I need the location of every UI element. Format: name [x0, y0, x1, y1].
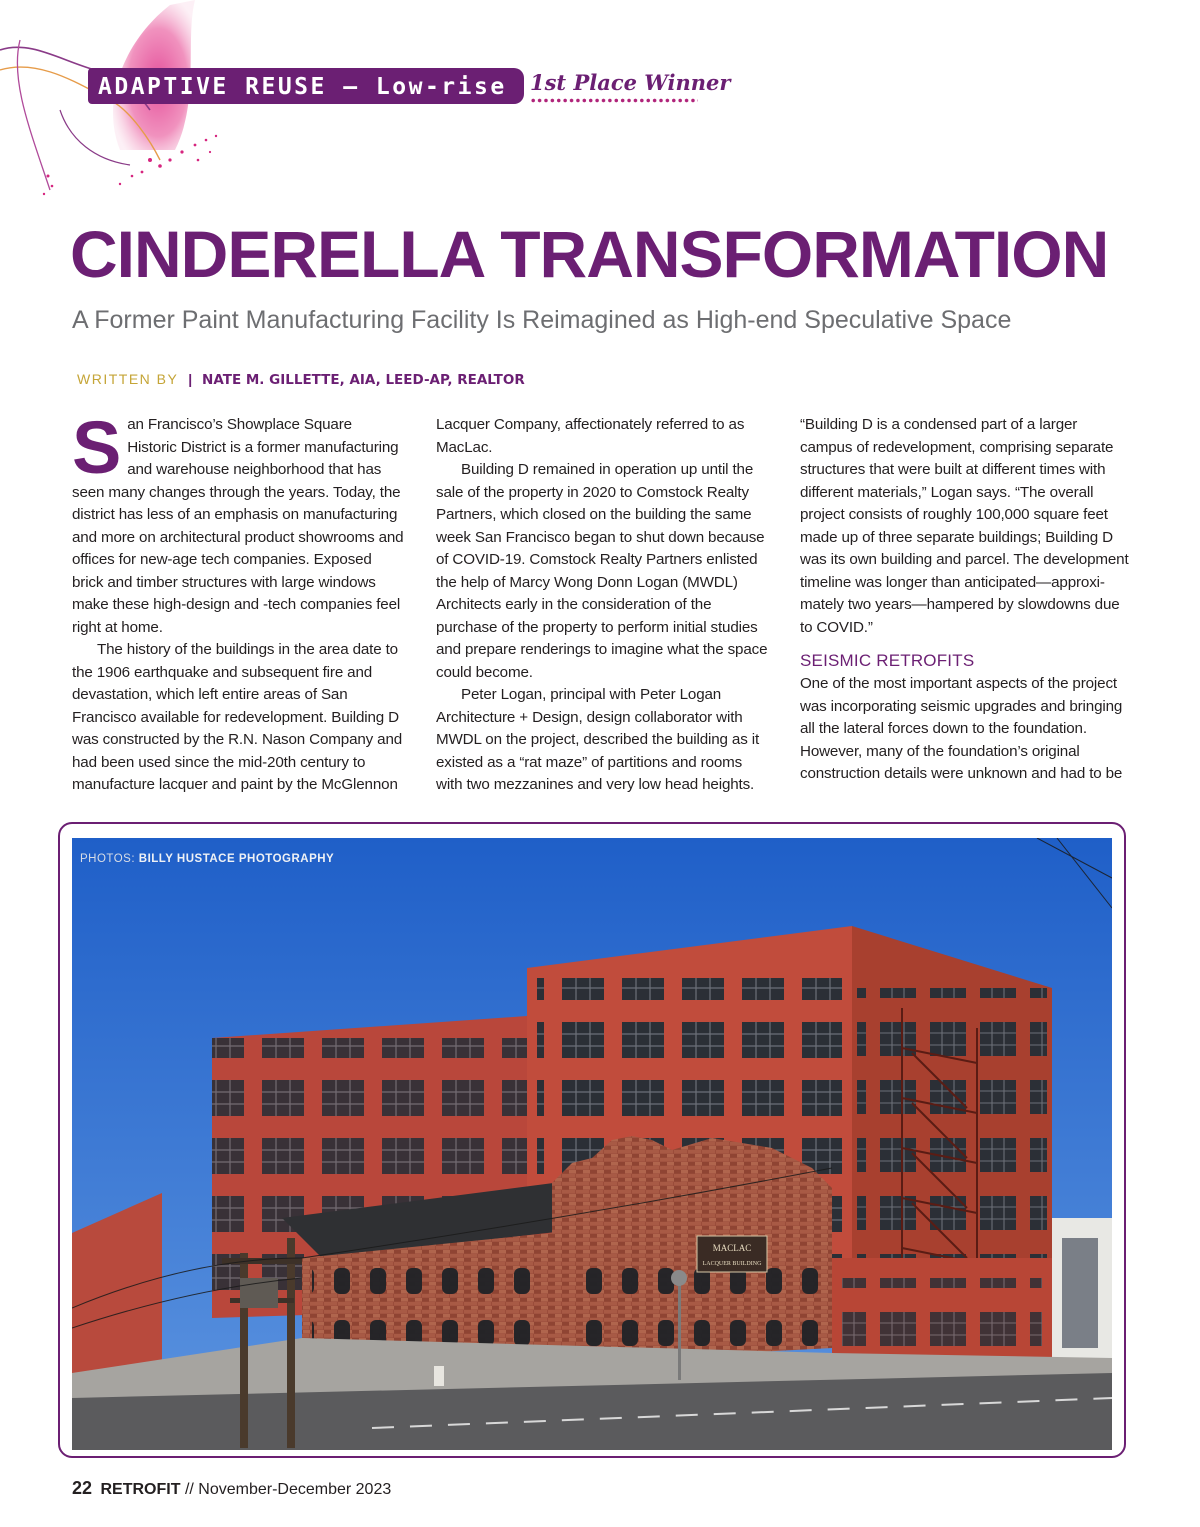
section-heading: SEISMIC RETROFITS: [800, 651, 975, 670]
paragraph: One of the most important aspects of the project was incorporating seismic upgrades and bringing all the lateral forces down to the foundation. However, many of the foundation’s original construction details were unknown and had to be: [800, 675, 1123, 782]
article-column-3: [800, 414, 1133, 786]
paragraph-text: an Francisco’s Showplace Square Historic District is a former manufacturing and warehouse neighborhood that has seen many changes through the years. Today, the district has less of an emphasis on manufacturing and more on architectural product showrooms and offices for new-age tech companies. Exposed brick and timber structures with large windows make these high-design and -tech companies feel right at home.: [72, 416, 404, 636]
page-footer: [72, 1477, 391, 1501]
magazine-name: RETROFIT: [100, 1481, 181, 1498]
paragraph: Building D remained in operation up until the sale of the property in 2020 to Comstock Realty Partners, which closed on the building the same week San Francisco began to shut down because of COVID-19. Comstock Realty Partners enlisted the help of Marcy Wong Donn Logan (MWDL) Architects early in the consideration of the purchase of the property to perform initial studies and prepare renderings to imagine what the space could become.: [436, 461, 768, 681]
photo-credit-name: BILLY HUSTACE PHOTOGRAPHY: [138, 853, 335, 865]
building-sign-line1: MACLAC: [712, 1243, 752, 1253]
drop-cap: S: [72, 406, 122, 489]
paragraph: Peter Logan, principal with Peter Logan Architecture + Design, design collaborator with MWDL on the project, described the building as it existed as a “rat maze” of partitions and rooms with two mezzanines and very low head heights.: [436, 686, 760, 793]
building-sign-line2: LACQUER BUILDING: [702, 1261, 762, 1267]
paragraph: [72, 406, 405, 639]
paragraph: Lacquer Company, affectionately referred to as MacLac.: [436, 416, 745, 456]
byline: [77, 368, 525, 390]
article-column-2: [436, 414, 769, 797]
article-column-1: [72, 406, 405, 797]
paragraph: “Building D is a condensed part of a larger campus of redevelopment, comprising separate structures that were built at different times with different materials,” Logan says. “The overall project consists of roughly 100,000 square feet made up of three separate buildings; Building D was its own building and parcel. The development timeline was longer than anticipated—approximately two years—hampered by slowdowns due to COVID.”: [800, 416, 1129, 636]
photo-credit-label: PHOTOS:: [80, 853, 136, 865]
building-photo: [72, 838, 1112, 1450]
award-dotted-underline: [530, 98, 698, 103]
byline-separator: |: [188, 371, 193, 387]
paragraph: The history of the buildings in the area date to the 1906 earthquake and subsequent fire and devastation, which left entire areas of San Francisco available for redevelopment. Building D was constructed by the R.N. Nason Company and had been used since the mid-20th century to manufacture lacquer and paint by the McGlennon: [72, 641, 403, 793]
photo-credit: [80, 853, 334, 865]
subtitle: A Former Paint Manufacturing Facility Is Reimagined as High-end Speculative Space: [72, 306, 1012, 334]
page-number: 22: [72, 1478, 93, 1498]
category-label: ADAPTIVE REUSE – Low-rise: [98, 74, 507, 100]
byline-label: WRITTEN BY: [77, 371, 179, 387]
page-title: CINDERELLA TRANSFORMATION: [70, 217, 1109, 291]
award-label: 1st Place Winner: [530, 70, 731, 95]
issue-date: // November-December 2023: [184, 1481, 392, 1498]
byline-author: NATE M. GILLETTE, AIA, LEED-AP, REALTOR: [202, 372, 525, 388]
